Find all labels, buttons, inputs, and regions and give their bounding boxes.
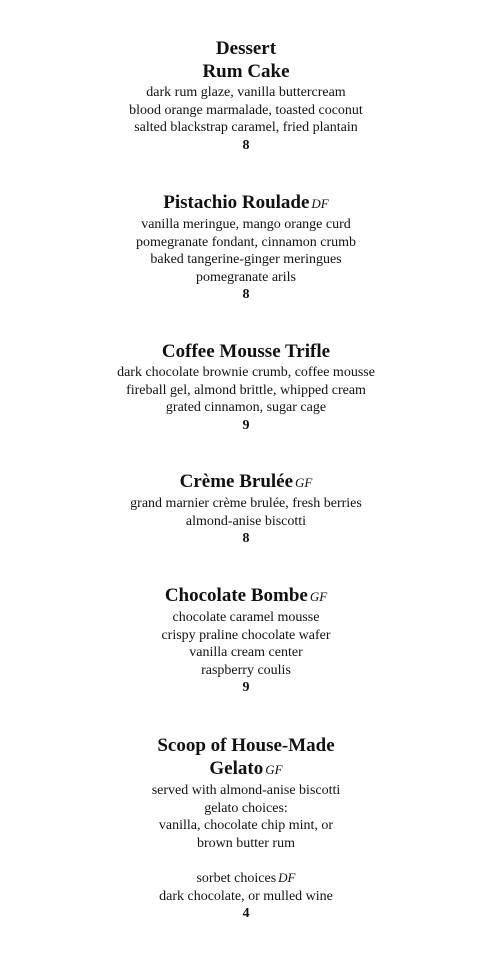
menu-item-chocolate-bombe bbox=[0, 584, 492, 696]
item-description-line: dark rum glaze, vanilla buttercream bbox=[146, 85, 346, 100]
item-price: 9 bbox=[242, 417, 250, 433]
item-description-line: fireball gel, almond brittle, whipped cream bbox=[126, 382, 366, 398]
item-price: 8 bbox=[242, 531, 250, 546]
item-description-line: vanilla, chocolate chip mint, or bbox=[158, 818, 334, 833]
item-title-line: Gelato GF bbox=[209, 758, 283, 779]
item-description-line: grated cinnamon, sugar cage bbox=[165, 400, 327, 415]
item-description-line: served with almond-anise biscotti bbox=[151, 783, 341, 798]
item-price: 9 bbox=[242, 680, 250, 695]
sorbet-label: sorbet choices DF bbox=[196, 870, 296, 886]
item-description-line: salted blackstrap caramel, fried plantain bbox=[134, 120, 358, 135]
item-description-line: crispy praline chocolate wafer bbox=[161, 627, 331, 643]
menu-item-rum-cake bbox=[0, 37, 492, 154]
menu-heading: Dessert bbox=[215, 38, 277, 59]
item-description-line: almond-anise biscotti bbox=[185, 513, 307, 529]
item-title-line: Scoop of House-Made bbox=[157, 735, 335, 756]
item-title: Rum Cake bbox=[202, 61, 290, 82]
item-description-line: dark chocolate, or mulled wine bbox=[159, 888, 333, 904]
item-description-line: pomegranate arils bbox=[196, 269, 296, 285]
item-description-line: gelato choices: bbox=[204, 800, 288, 816]
item-title: Crème Brulée GF bbox=[179, 471, 313, 492]
item-title: Chocolate Bombe GF bbox=[164, 585, 328, 606]
item-description-line: brown butter rum bbox=[197, 835, 295, 851]
menu-item-coffee-mousse-trifle bbox=[0, 340, 492, 434]
item-description-line: grand marnier crème brulée, fresh berries bbox=[130, 496, 362, 511]
dietary-tag: GF bbox=[309, 589, 328, 604]
item-description-line: chocolate caramel mousse bbox=[172, 610, 320, 625]
menu-item-gelato bbox=[0, 734, 492, 922]
item-description-line: vanilla cream center bbox=[189, 645, 303, 660]
item-price: 8 bbox=[242, 137, 250, 153]
dietary-tag: DF bbox=[278, 870, 296, 885]
item-description-line: blood orange marmalade, toasted coconut bbox=[129, 102, 363, 118]
item-description-line: raspberry coulis bbox=[201, 662, 291, 678]
item-price: 8 bbox=[242, 287, 250, 302]
item-description-line: pomegranate fondant, cinnamon crumb bbox=[135, 234, 357, 250]
item-description-line: baked tangerine-ginger meringues bbox=[150, 252, 342, 267]
dietary-tag: GF bbox=[265, 762, 283, 777]
item-description-line: vanilla meringue, mango orange curd bbox=[141, 217, 351, 232]
menu-item-pistachio-roulade bbox=[0, 191, 492, 303]
item-description-line: dark chocolate brownie crumb, coffee mousse bbox=[117, 365, 375, 380]
item-title: Coffee Mousse Trifle bbox=[161, 341, 331, 362]
menu-item-creme-brulee bbox=[0, 470, 492, 547]
dietary-tag: DF bbox=[311, 196, 329, 211]
item-price: 4 bbox=[242, 906, 250, 921]
dietary-tag: GF bbox=[295, 475, 313, 490]
item-title: Pistachio Roulade DF bbox=[163, 192, 329, 213]
